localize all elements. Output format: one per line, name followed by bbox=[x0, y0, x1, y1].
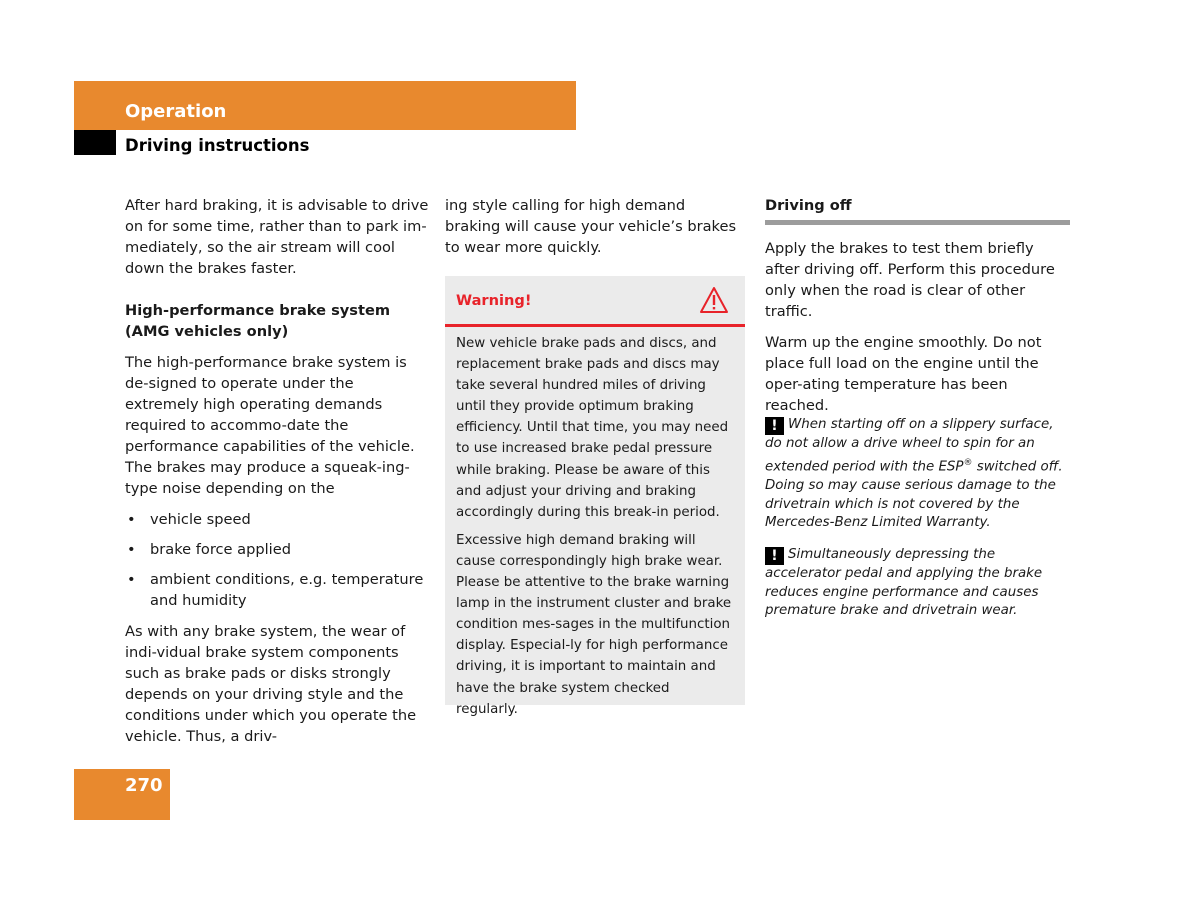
intro-paragraph: After hard braking, it is advisable to drive on for some time, rather than to park im-mediately, so the air stream will cool down the brakes faster. bbox=[125, 197, 429, 277]
warning-paragraph-2: Excessive high demand braking will cause correspondingly high brake wear. Please be attentive to the brake warning lamp in the instrument cluster and brake condition mes-sages in the multifunction display. Especial-ly for high performance driving, it is important to maintain and have the brake system checked regularly. bbox=[456, 532, 732, 717]
list-item: • brake force applied bbox=[127, 541, 291, 558]
list-item: • ambient conditions, e.g. temperature and humidity bbox=[127, 571, 424, 609]
page-number: 270 bbox=[125, 775, 163, 796]
exclamation-icon: ! bbox=[765, 417, 784, 435]
exclamation-icon: ! bbox=[765, 547, 784, 565]
column-middle bbox=[445, 195, 745, 258]
brake-system-heading bbox=[125, 300, 430, 342]
list-item: • vehicle speed bbox=[127, 511, 251, 528]
heading-line-2: (AMG vehicles only) bbox=[125, 323, 289, 340]
note-slippery-surface: ! When starting off on a slippery surface, do not allow a drive wheel to spin for an extended period with the ESP® switched off. Doing so may cause serious damage to the drivetrain which is not covered by the Mercedes-Benz Limited Warranty. bbox=[765, 417, 1063, 531]
bullet-icon: • bbox=[127, 571, 136, 588]
subsection-title: Driving instructions bbox=[125, 136, 310, 155]
continuation-paragraph: ing style calling for high demand braking will cause your vehicle’s brakes to wear more quickly. bbox=[445, 197, 737, 256]
brake-system-paragraph: The high-performance brake system is de-signed to operate under the extremely high operating demands required to accommo-date the performance capabilities of the vehicle. The brakes may produce a squeak-ing-type noise depending on the bbox=[125, 354, 415, 497]
bullet-icon: • bbox=[127, 541, 136, 558]
driving-off-paragraph-1: Apply the brakes to test them briefly after driving off. Perform this procedure only when the road is clear of other traffic. bbox=[765, 240, 1055, 320]
warning-triangle-icon bbox=[699, 286, 729, 314]
warning-title: Warning! bbox=[456, 292, 532, 309]
section-title: Operation bbox=[125, 101, 227, 122]
note-accelerator-brake: ! Simultaneously depressing the accelerator pedal and applying the brake reduces engine performance and causes premature brake and drivetrain wear. bbox=[765, 546, 1043, 619]
warning-paragraph-1: New vehicle brake pads and discs, and replacement brake pads and discs may take several hundred miles of driving until they provide optimum braking efficiency. Until that time, you may need to use increased brake pedal pressure while braking. Please be aware of this and adjust your driving and braking accordingly during this break-in period. bbox=[456, 336, 729, 520]
heading-line-1: High-performance brake system bbox=[125, 302, 391, 319]
warning-header bbox=[445, 276, 745, 327]
wear-paragraph: As with any brake system, the wear of indi-vidual brake system components such as brake pads or disks strongly depends on your driving style and the conditions under which you operate the vehicle. Thus, a driv- bbox=[125, 623, 417, 745]
bullet-icon: • bbox=[127, 511, 136, 528]
warning-box bbox=[445, 276, 745, 717]
warning-body bbox=[445, 327, 745, 720]
driving-off-heading: Driving off bbox=[765, 195, 1070, 225]
driving-off-paragraph-2: Warm up the engine smoothly. Do not place full load on the engine until the oper-ating temperature has been reached. bbox=[765, 334, 1042, 414]
noise-factors-list bbox=[125, 509, 430, 611]
column-left bbox=[125, 195, 430, 747]
section-marker bbox=[74, 130, 116, 155]
column-right bbox=[765, 195, 1070, 621]
